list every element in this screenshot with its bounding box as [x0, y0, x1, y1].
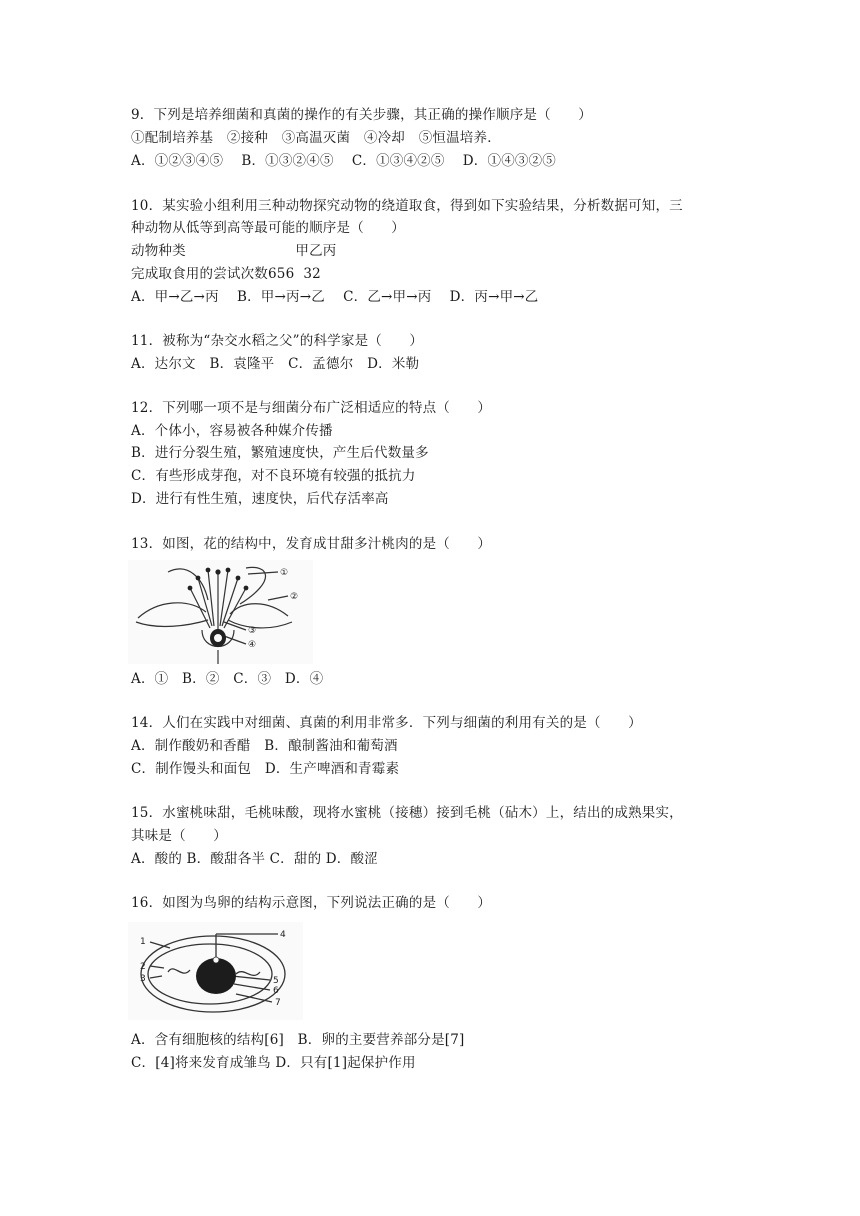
egg-diagram — [128, 922, 303, 1020]
egg-label-2: 2 — [140, 962, 146, 972]
q9-steps: ①配制培养基 ②接种 ③高温灭菌 ④冷却 ⑤恒温培养． — [131, 130, 501, 146]
egg-label-7: 7 — [275, 998, 281, 1008]
q16-options-ab: A．含有细胞核的结构[6] B．卵的主要营养部分是[7] — [131, 1032, 465, 1048]
q9-options: A．①②③④⑤ B．①③②④⑤ C．①③④②⑤ D．①④③②⑤ — [131, 153, 556, 169]
flower-label-3: ③ — [248, 626, 257, 636]
q14-options-cd: C．制作馒头和面包 D．生产啤酒和青霉素 — [131, 761, 400, 777]
q10-stem-line1: 10．某实验小组利用三种动物探究动物的绕道取食，得到如下实验结果，分析数据可知，三 — [131, 198, 683, 214]
egg-label-6: 6 — [273, 986, 279, 996]
q14-options-ab: A．制作酸奶和香醋 B．酿制酱油和葡萄酒 — [131, 738, 398, 754]
q10-options: A．甲→乙→丙 B．甲→丙→乙 C．乙→甲→丙 D．丙→甲→乙 — [131, 289, 539, 305]
flower-label-4: ④ — [248, 640, 257, 650]
q11-stem: 11．被称为“杂交水稻之父”的科学家是（ ） — [131, 333, 424, 349]
q15-options: A．酸的 B．酸甜各半 C．甜的 D．酸涩 — [131, 851, 378, 867]
q16-options-cd: C．[4]将来发育成雏鸟 D．只有[1]起保护作用 — [131, 1055, 416, 1071]
q12-stem: 12．下列哪一项不是与细菌分布广泛相适应的特点（ ） — [131, 400, 492, 416]
egg-label-3: 3 — [140, 974, 146, 984]
q10-table-row1: 动物种类 甲乙丙 — [131, 243, 337, 259]
q12-option-d: D．进行有性生殖，速度快，后代存活率高 — [131, 491, 389, 507]
q16-stem: 16．如图为鸟卵的结构示意图，下列说法正确的是（ ） — [131, 895, 492, 911]
q14-stem: 14．人们在实践中对细菌、真菌的利用非常多．下列与细菌的利用有关的是（ ） — [131, 715, 642, 731]
flower-diagram — [128, 560, 313, 664]
egg-structure-figure — [128, 922, 303, 1020]
egg-label-5: 5 — [273, 976, 279, 986]
egg-label-1: 1 — [140, 937, 146, 947]
q10-stem-line2: 种动物从低等到高等最可能的顺序是（ ） — [131, 220, 405, 236]
q12-option-a: A．个体小，容易被各种媒介传播 — [131, 423, 333, 439]
q10-table-row2: 完成取食用的尝试次数656 32 — [131, 266, 321, 282]
q13-options: A．① B．② C．③ D．④ — [131, 671, 324, 687]
q12-option-b: B．进行分裂生殖，繁殖速度快，产生后代数量多 — [131, 445, 429, 461]
q13-stem: 13．如图，花的结构中，发育成甘甜多汁桃肉的是（ ） — [131, 536, 492, 552]
q15-stem-line1: 15．水蜜桃味甜，毛桃味酸，现将水蜜桃（接穗）接到毛桃（砧木）上，结出的成熟果实， — [131, 805, 683, 821]
q12-option-c: C．有些形成芽孢，对不良环境有较强的抵抗力 — [131, 468, 416, 484]
egg-label-4: 4 — [280, 930, 286, 940]
flower-label-2: ② — [290, 592, 299, 602]
q9-stem: 9．下列是培养细菌和真菌的操作的有关步骤，其正确的操作顺序是（ ） — [131, 107, 592, 123]
flower-structure-figure — [128, 560, 313, 664]
q11-options: A．达尔文 B．袁隆平 C．孟德尔 D．米勒 — [131, 356, 420, 372]
flower-label-1: ① — [280, 568, 289, 578]
q15-stem-line2: 其味是（ ） — [131, 828, 227, 844]
